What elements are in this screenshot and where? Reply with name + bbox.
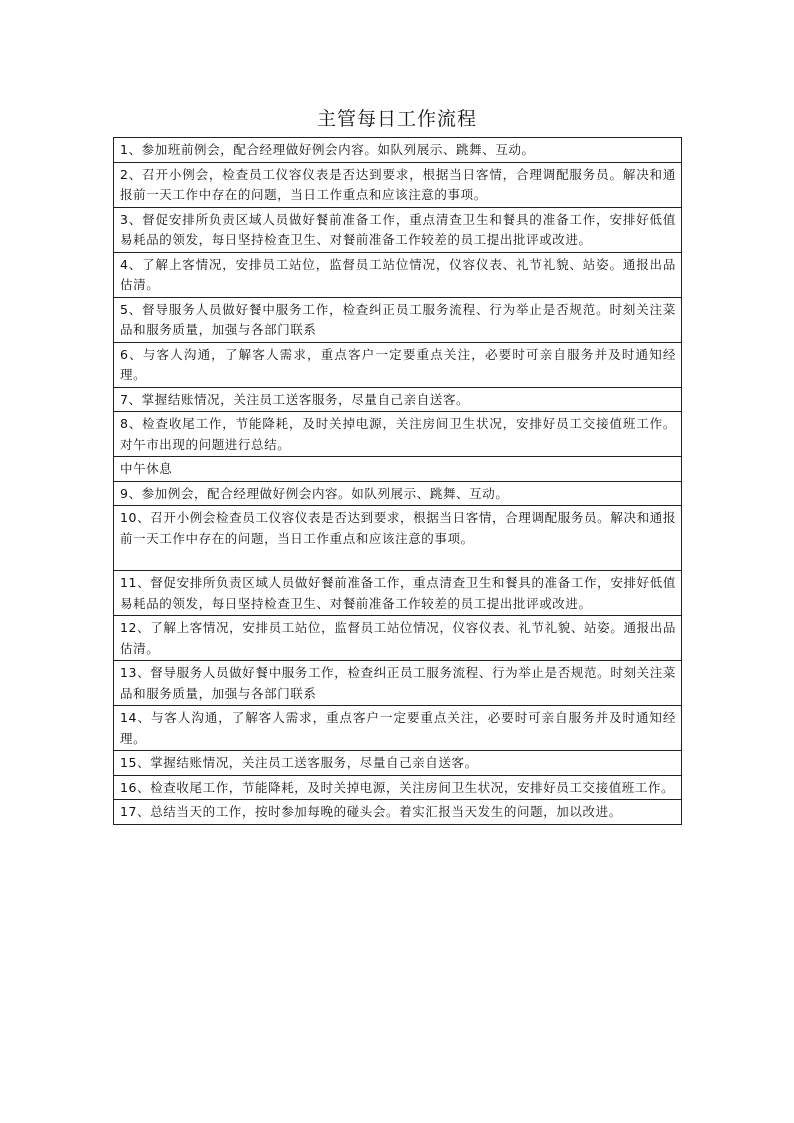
table-row [114, 297, 682, 342]
table-row [114, 342, 682, 387]
table-row [114, 751, 682, 776]
workflow-step-3: 3、督促安排所负责区域人员做好餐前准备工作，重点清查卫生和餐具的准备工作，安排好低值易耗品的领发，每日坚持检查卫生、对餐前准备工作较差的员工提出批评或改进。 [114, 207, 682, 252]
workflow-step-4: 4、了解上客情况，安排员工站位，监督员工站位情况，仪容仪表、礼节礼貌、站姿。通报出品估清。 [114, 252, 682, 297]
table-row [114, 616, 682, 661]
workflow-table [113, 137, 682, 825]
table-row [114, 252, 682, 297]
workflow-step-14: 14、与客人沟通，了解客人需求，重点客户一定要重点关注，必要时可亲自服务并及时通知经理。 [114, 706, 682, 751]
workflow-step-12: 12、了解上客情况，安排员工站位，监督员工站位情况，仪容仪表、礼节礼貌、站姿。通报出品估清。 [114, 616, 682, 661]
workflow-step-9: 9、参加例会，配合经理做好例会内容。如队列展示、跳舞、互动。 [114, 481, 682, 506]
workflow-step-8: 8、检查收尾工作，节能降耗，及时关掉电源，关注房间卫生状况，安排好员工交接值班工作。对午市出现的问题进行总结。 [114, 412, 682, 457]
workflow-step-16: 16、检查收尾工作，节能降耗，及时关掉电源，关注房间卫生状况，安排好员工交接值班工作。 [114, 775, 682, 800]
workflow-step-15: 15、掌握结账情况，关注员工送客服务，尽量自己亲自送客。 [114, 751, 682, 776]
table-row [114, 387, 682, 412]
document-title: 主管每日工作流程 [316, 108, 477, 130]
table-row [114, 457, 682, 482]
workflow-step-6: 6、与客人沟通，了解客人需求，重点客户一定要重点关注，必要时可亲自服务并及时通知经理。 [114, 342, 682, 387]
table-row [114, 481, 682, 506]
table-row [114, 571, 682, 616]
table-row [114, 138, 682, 163]
lunch-break-row: 中午休息 [114, 457, 682, 482]
table-row [114, 207, 682, 252]
workflow-step-11: 11、督促安排所负责区域人员做好餐前准备工作，重点清查卫生和餐具的准备工作，安排好低值易耗品的领发，每日坚持检查卫生、对餐前准备工作较差的员工提出批评或改进。 [114, 571, 682, 616]
table-row [114, 661, 682, 706]
table-row [114, 506, 682, 571]
workflow-step-13: 13、督导服务人员做好餐中服务工作，检查纠正员工服务流程、行为举止是否规范。时刻关注菜品和服务质量，加强与各部门联系 [114, 661, 682, 706]
workflow-step-1: 1、参加班前例会，配合经理做好例会内容。如队列展示、跳舞、互动。 [114, 138, 682, 163]
workflow-step-7: 7、掌握结账情况，关注员工送客服务，尽量自己亲自送客。 [114, 387, 682, 412]
table-row [114, 412, 682, 457]
table-row [114, 162, 682, 207]
table-row [114, 775, 682, 800]
workflow-step-17: 17、总结当天的工作，按时参加每晚的碰头会。着实汇报当天发生的问题，加以改进。 [114, 800, 682, 825]
workflow-step-10: 10、召开小例会检查员工仪容仪表是否达到要求，根据当日客情，合理调配服务员。解决和通报前一天工作中存在的问题，当日工作重点和应该注意的事项。 [114, 506, 682, 571]
workflow-step-5: 5、督导服务人员做好餐中服务工作，检查纠正员工服务流程、行为举止是否规范。时刻关注菜品和服务质量，加强与各部门联系 [114, 297, 682, 342]
workflow-step-2: 2、召开小例会，检查员工仪容仪表是否达到要求，根据当日客情，合理调配服务员。解决和通报前一天工作中存在的问题，当日工作重点和应该注意的事项。 [114, 162, 682, 207]
table-row [114, 706, 682, 751]
table-row [114, 800, 682, 825]
